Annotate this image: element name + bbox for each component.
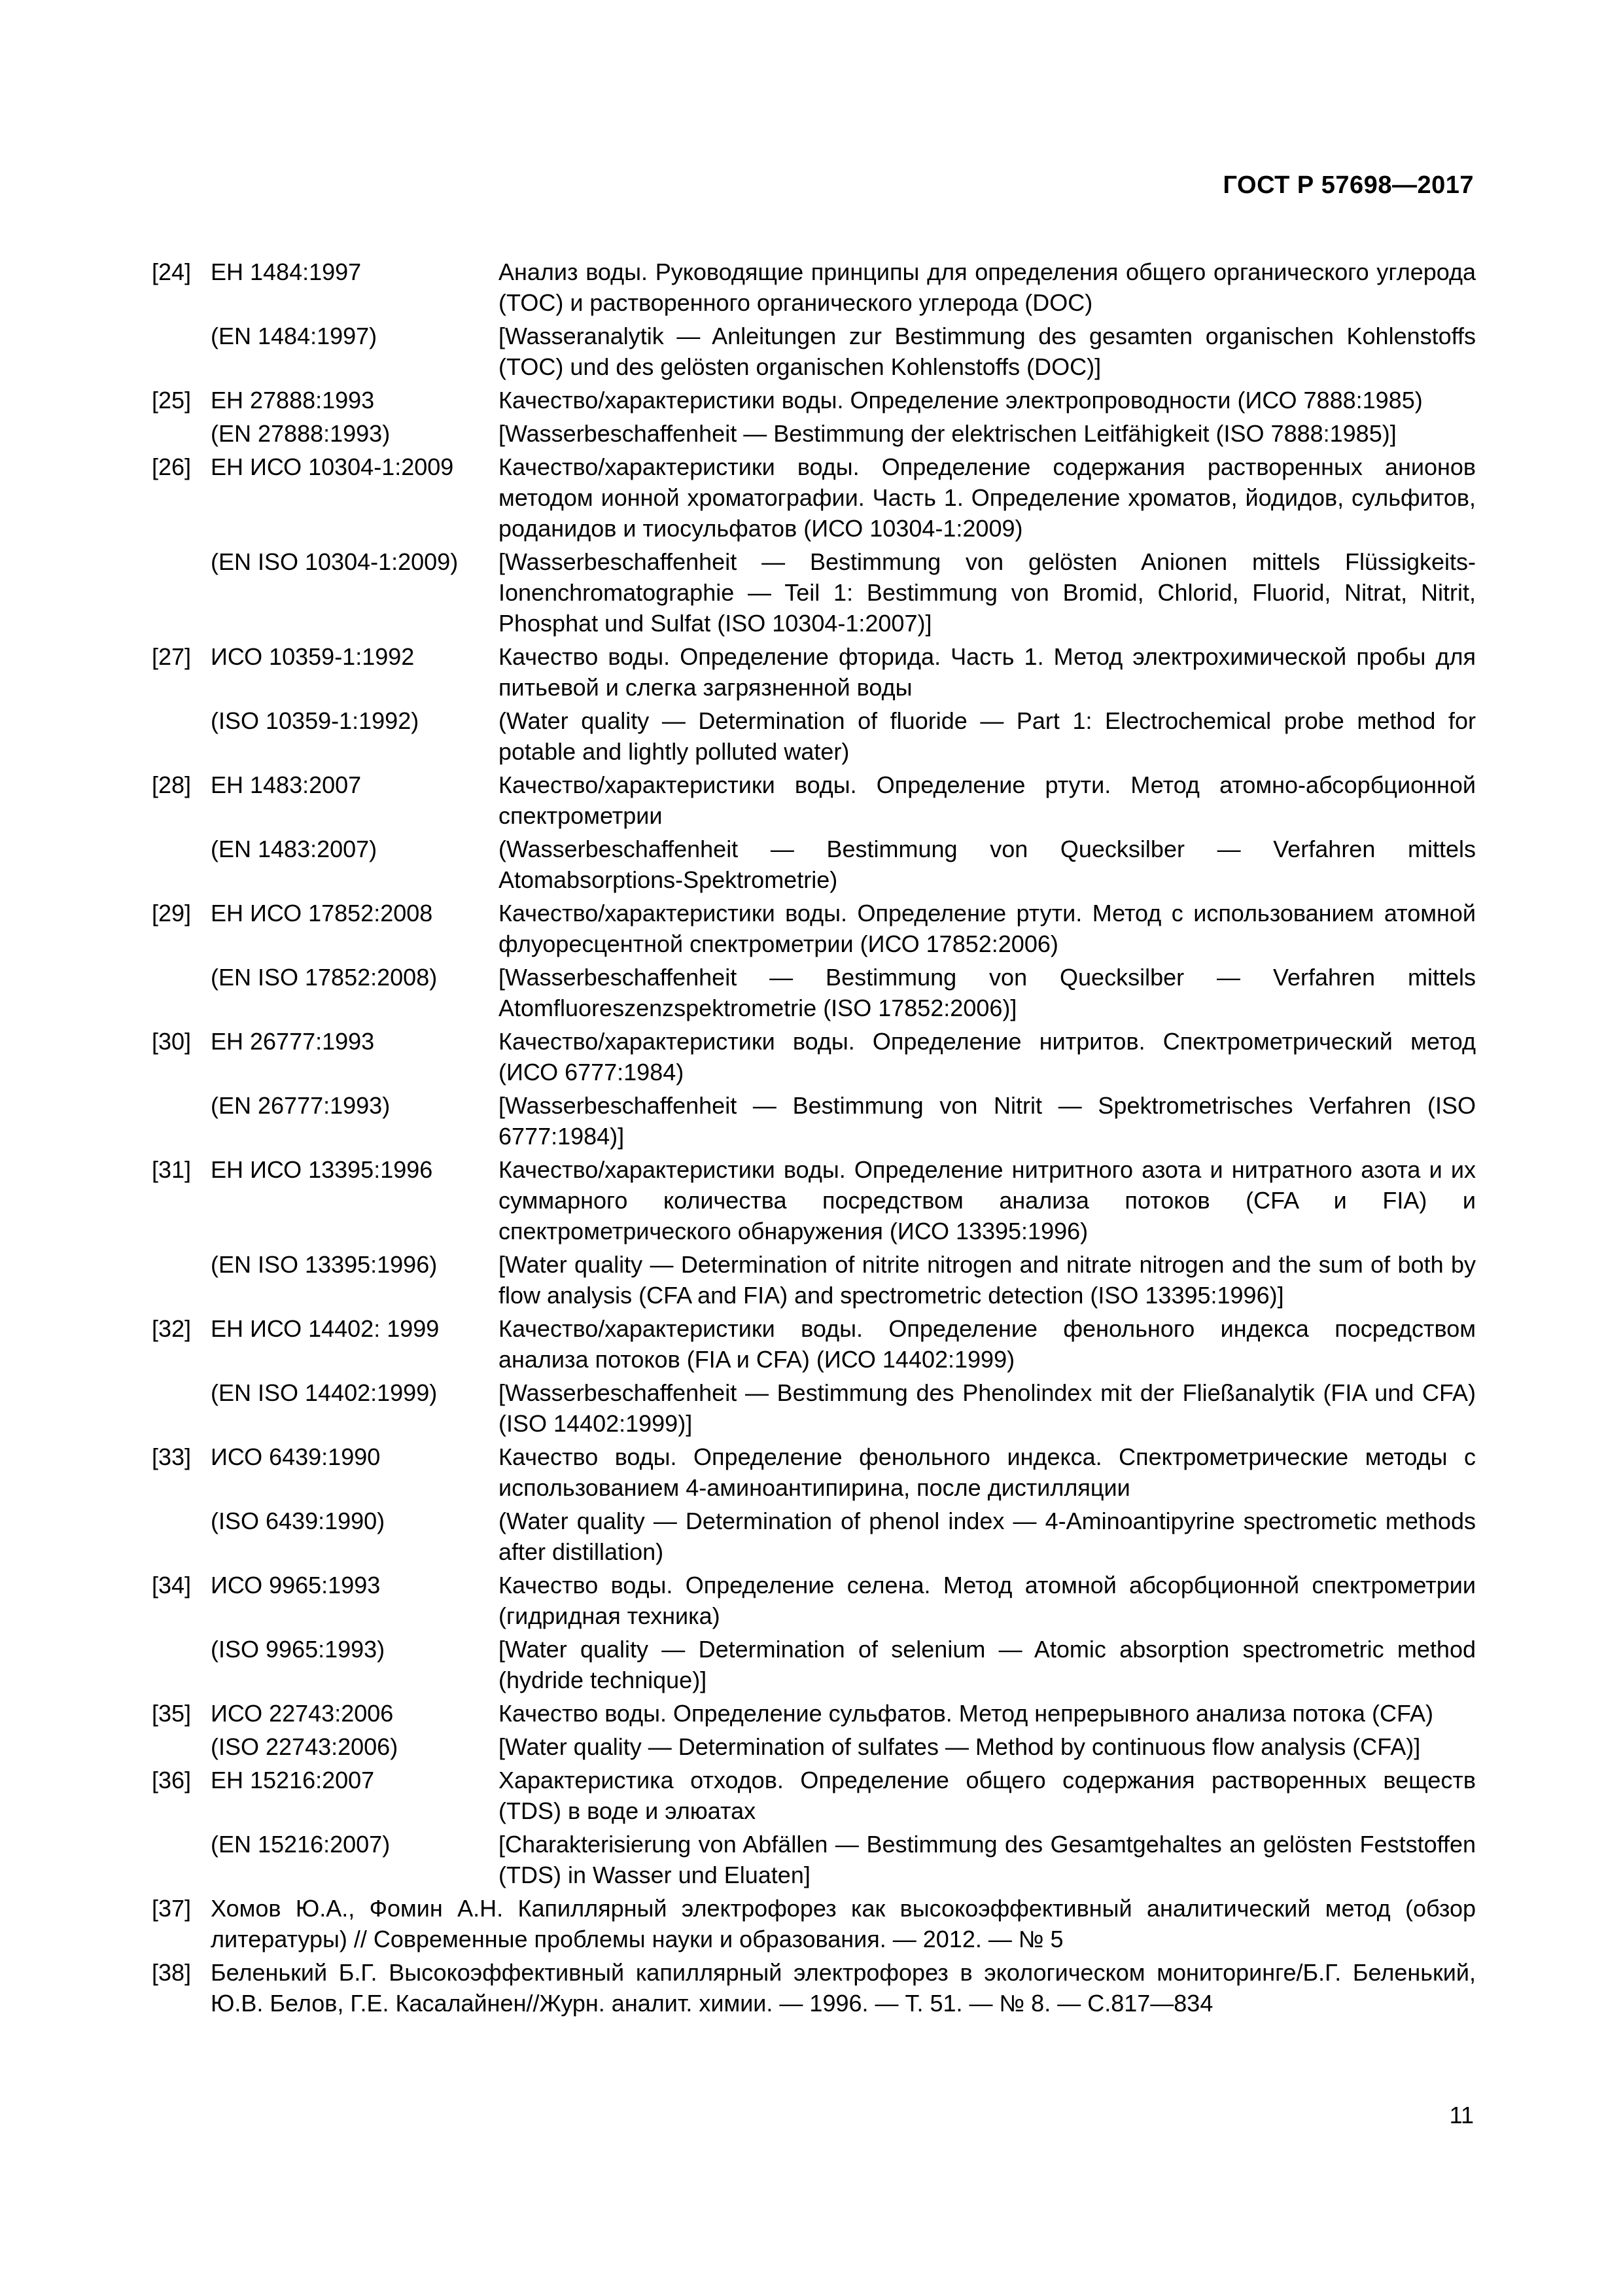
reference-text: Качество воды. Определение фенольного индекса. Спектрометрические методы с использованием 4-аминоантипирина, после дистилляции (498, 1443, 1476, 1501)
reference-number (152, 1090, 211, 1152)
reference-code: (EN ISO 10304-1:2009) (211, 548, 459, 575)
reference-text: Качество воды. Определение фторида. Часть 1. Метод электрохимической пробы для питьевой и слегка загрязненной воды (498, 643, 1476, 701)
reference-text: [Wasseranalytik — Anleitungen zur Bestimmung des gesamten organischen Kohlenstoffs (TOC) und des gelösten organischen Kohlenstoffs (DOC)] (498, 323, 1476, 380)
reference-code: (EN ISO 17852:2008) (211, 964, 438, 991)
reference-number: [27] (152, 643, 192, 670)
reference-row (152, 1731, 1476, 1762)
reference-row (152, 1506, 1476, 1567)
reference-text: (Water quality — Determination of fluoride — Part 1: Electrochemical probe method for potable and lightly polluted water) (498, 707, 1476, 765)
reference-number (152, 834, 211, 895)
reference-text: Качество/характеристики воды. Определение содержания растворенных анионов методом ионной хроматографии. Часть 1. Определение хроматов, йодидов, сульфитов, роданидов и тиосульфатов (ИСО 10304-1:2009) (498, 453, 1476, 542)
reference-text: [Water quality — Determination of sulfates — Method by continuous flow analysis (CFA)] (498, 1733, 1421, 1760)
reference-code: ИСО 22743:2006 (211, 1700, 394, 1727)
reference-text: Качество/характеристики воды. Определение фенольного индекса посредством анализа потоков (FIA и CFA) (ИСО 14402:1999) (498, 1315, 1476, 1373)
reference-code: ЕН ИСО 14402: 1999 (211, 1315, 440, 1342)
reference-row (152, 1698, 1476, 1729)
literature-text: Беленький Б.Г. Высокоэффективный капиллярный электрофорез в экологическом мониторинге/Б.Г. Беленький, Ю.В. Белов, Г.Е. Касалайнен//Журн. аналит. химии. — 1996. — Т. 51. — № 8. — С.817—834 (211, 1959, 1476, 2017)
reference-row (152, 1570, 1476, 1631)
reference-row (152, 962, 1476, 1023)
reference-code: ЕН 26777:1993 (211, 1028, 375, 1055)
reference-code: (EN 1483:2007) (211, 836, 377, 862)
reference-number (152, 1249, 211, 1311)
reference-code: (EN 1484:1997) (211, 323, 377, 349)
reference-code: ЕН ИСО 17852:2008 (211, 900, 433, 927)
reference-code: ЕН ИСО 10304-1:2009 (211, 453, 454, 480)
reference-number: [25] (152, 387, 192, 414)
reference-number (152, 1731, 211, 1762)
reference-text: [Water quality — Determination of nitrite nitrogen and nitrate nitrogen and the sum of both by flow analysis (CFA and FIA) and spectrometric detection (ISO 13395:1996)] (498, 1251, 1476, 1309)
reference-number: [31] (152, 1156, 192, 1183)
reference-text: [Wasserbeschaffenheit — Bestimmung von gelösten Anionen mittels Flüssigkeits-Ionenchromatographie — Teil 1: Bestimmung von Bromid, Chlorid, Fluorid, Nitrat, Nitrit, Phosphat und Sulfat (ISO 10304-1:2007)] (498, 548, 1476, 637)
reference-text: Качество/характеристики воды. Определение ртути. Метод атомно-абсорбционной спектрометрии (498, 771, 1476, 829)
reference-number: [38] (152, 1959, 192, 1986)
reference-text: Анализ воды. Руководящие принципы для определения общего органического углерода (TOC) и растворенного органического углерода (DOC) (498, 258, 1476, 316)
reference-row (152, 1829, 1476, 1890)
reference-row (152, 451, 1476, 544)
reference-row (152, 1090, 1476, 1152)
reference-code: ЕН 1483:2007 (211, 771, 362, 798)
reference-code: ЕН 1484:1997 (211, 258, 362, 285)
reference-row (152, 898, 1476, 959)
reference-number: [29] (152, 900, 192, 927)
reference-number: [24] (152, 258, 192, 285)
reference-text: [Wasserbeschaffenheit — Bestimmung von Nitrit — Spektrometrisches Verfahren (ISO 6777:1984)] (498, 1092, 1476, 1150)
reference-number (152, 418, 211, 449)
reference-text: Качество воды. Определение сульфатов. Метод непрерывного анализа потока (CFA) (498, 1700, 1433, 1727)
reference-code: (EN 27888:1993) (211, 420, 391, 447)
reference-number (152, 1829, 211, 1890)
reference-number: [35] (152, 1700, 192, 1727)
reference-code: ЕН ИСО 13395:1996 (211, 1156, 433, 1183)
reference-number: [34] (152, 1572, 192, 1598)
page-number: 11 (1449, 2102, 1474, 2128)
reference-code: ИСО 9965:1993 (211, 1572, 381, 1598)
reference-row (152, 546, 1476, 639)
literature-row (152, 1893, 1476, 1954)
reference-text: [Wasserbeschaffenheit — Bestimmung des Phenolindex mit der Fließanalytik (FIA und CFA) (ISO 14402:1999)] (498, 1379, 1476, 1437)
reference-text: Характеристика отходов. Определение общего содержания растворенных веществ (TDS) в воде и элюатах (498, 1767, 1476, 1824)
reference-code: (ISO 6439:1990) (211, 1508, 385, 1534)
reference-row (152, 641, 1476, 703)
reference-code: (ISO 9965:1993) (211, 1636, 385, 1663)
reference-text: [Wasserbeschaffenheit — Bestimmung von Quecksilber — Verfahren mittels Atomfluoreszenzspektrometrie (ISO 17852:2006)] (498, 964, 1476, 1021)
reference-number (152, 321, 211, 382)
reference-number (152, 705, 211, 767)
reference-number (152, 1506, 211, 1567)
reference-number (152, 962, 211, 1023)
reference-number (152, 1634, 211, 1695)
reference-row (152, 1765, 1476, 1826)
reference-number: [37] (152, 1895, 192, 1922)
reference-text: (Wasserbeschaffenheit — Bestimmung von Quecksilber — Verfahren mittels Atomabsorptions-Spektrometrie) (498, 836, 1476, 893)
reference-code: (ISO 10359-1:1992) (211, 707, 419, 734)
reference-code: ИСО 10359-1:1992 (211, 643, 415, 670)
reference-row (152, 256, 1476, 318)
reference-list (152, 256, 1476, 2021)
literature-text: Хомов Ю.А., Фомин А.Н. Капиллярный электрофорез как высокоэффективный аналитический метод (обзор литературы) // Современные проблемы науки и образования. — 2012. — № 5 (211, 1895, 1476, 1952)
reference-row (152, 769, 1476, 831)
reference-row (152, 705, 1476, 767)
reference-row (152, 321, 1476, 382)
reference-row (152, 1026, 1476, 1087)
literature-row (152, 1957, 1476, 2019)
reference-row (152, 1441, 1476, 1503)
reference-text: Качество/характеристики воды. Определение ртути. Метод с использованием атомной флуоресцентной спектрометрии (ИСО 17852:2006) (498, 900, 1476, 957)
reference-row (152, 1377, 1476, 1439)
reference-row (152, 385, 1476, 415)
reference-text: Качество/характеристики воды. Определение нитритов. Спектрометрический метод (ИСО 6777:1984) (498, 1028, 1476, 1086)
reference-number: [28] (152, 771, 192, 798)
reference-number (152, 546, 211, 639)
reference-code: (EN 26777:1993) (211, 1092, 391, 1119)
reference-number: [30] (152, 1028, 192, 1055)
reference-number (152, 1377, 211, 1439)
reference-number: [32] (152, 1315, 192, 1342)
reference-code: (EN ISO 13395:1996) (211, 1251, 438, 1278)
reference-text: Качество/характеристики воды. Определение электропроводности (ИСО 7888:1985) (498, 387, 1423, 414)
reference-number: [36] (152, 1767, 192, 1793)
reference-code: ЕН 15216:2007 (211, 1767, 375, 1793)
reference-text: [Wasserbeschaffenheit — Bestimmung der elektrischen Leitfähigkeit (ISO 7888:1985)] (498, 420, 1397, 447)
reference-code: (ISO 22743:2006) (211, 1733, 398, 1760)
reference-code: (EN 15216:2007) (211, 1831, 391, 1858)
reference-text: [Water quality — Determination of selenium — Atomic absorption spectrometric method (hydride technique)] (498, 1636, 1476, 1693)
reference-row (152, 1313, 1476, 1375)
reference-code: (EN ISO 14402:1999) (211, 1379, 438, 1406)
reference-number: [26] (152, 453, 192, 480)
reference-number: [33] (152, 1443, 192, 1470)
reference-text: Качество/характеристики воды. Определение нитритного азота и нитратного азота и их суммарного количества посредством анализа потоков (CFA и FIA) и спектрометрического обнаружения (ИСО 13395:1996) (498, 1156, 1476, 1245)
reference-text: (Water quality — Determination of phenol index — 4-Aminoantipyrine spectrometic methods after distillation) (498, 1508, 1476, 1565)
reference-row (152, 418, 1476, 449)
document-header: ГОСТ Р 57698—2017 (1223, 171, 1474, 199)
reference-text: [Charakterisierung von Abfällen — Bestimmung des Gesamtgehaltes an gelösten Feststoffen (TDS) in Wasser und Eluaten] (498, 1831, 1476, 1888)
reference-code: ИСО 6439:1990 (211, 1443, 381, 1470)
reference-row (152, 1154, 1476, 1246)
reference-row (152, 1249, 1476, 1311)
reference-text: Качество воды. Определение селена. Метод атомной абсорбционной спектрометрии (гидридная техника) (498, 1572, 1476, 1629)
reference-code: ЕН 27888:1993 (211, 387, 375, 414)
reference-row (152, 1634, 1476, 1695)
reference-row (152, 834, 1476, 895)
